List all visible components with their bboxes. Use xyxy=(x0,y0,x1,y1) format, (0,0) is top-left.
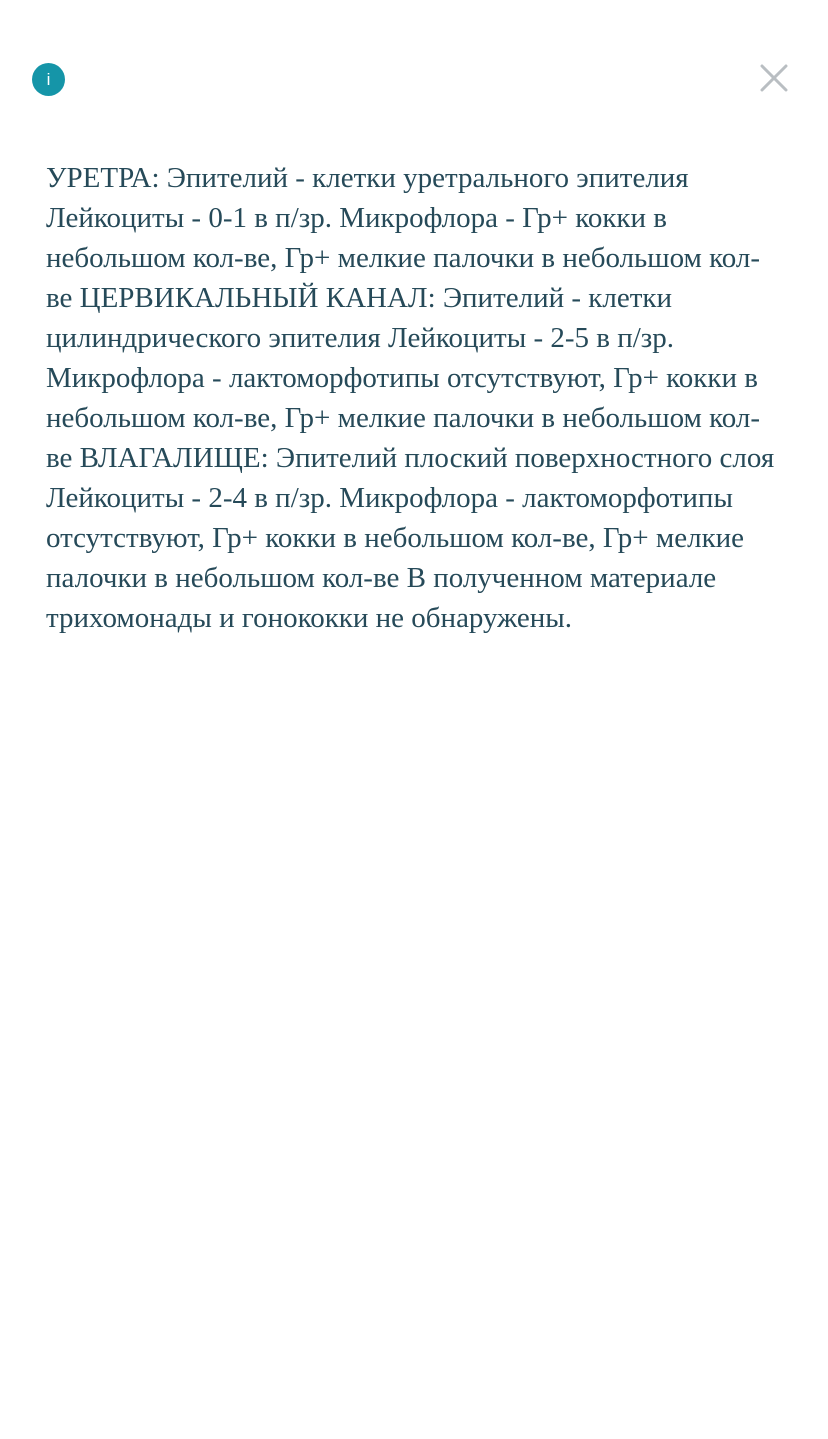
analysis-result-text: УРЕТРА: Эпителий - клетки уретрального эпителия Лейкоциты - 0-1 в п/зр. Микрофлора - Гр+ кокки в небольшом кол-ве, Гр+ мелкие палочки в небольшом кол-ве ЦЕРВИКАЛЬНЫЙ КАНАЛ: Эпителий - клетки цилиндрического эпителия Лейкоциты - 2-5 в п/зр. Микрофлора - лактоморфотипы отсутствуют, Гр+ кокки в небольшом кол-ве, Гр+ мелкие палочки в небольшом кол-ве ВЛАГАЛИЩЕ: Эпителий плоский поверхностного слоя Лейкоциты - 2-4 в п/зр. Микрофлора - лактоморфотипы отсутствуют, Гр+ кокки в небольшом кол-ве, Гр+ мелкие палочки в небольшом кол-ве В полученном материале трихомонады и гонококки не обнаружены. xyxy=(46,162,775,634)
info-icon: i xyxy=(32,63,65,96)
close-button[interactable] xyxy=(754,58,794,98)
close-icon xyxy=(754,58,794,98)
